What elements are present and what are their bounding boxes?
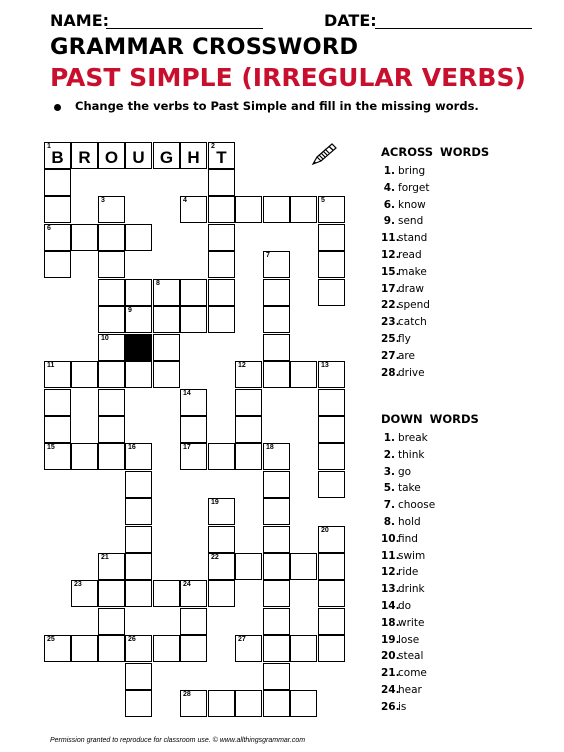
grid-cell[interactable] (125, 279, 152, 306)
list-item: 5. take (383, 482, 421, 495)
pencil-icon (310, 140, 340, 168)
grid-cell[interactable] (98, 608, 125, 635)
footer-permission: Permission granted to reproduce for classroom use. © www.allthingsgrammar.com (50, 737, 306, 744)
grid-cell[interactable] (44, 389, 71, 416)
cell-number: 22 (211, 554, 219, 561)
grid-cell[interactable] (180, 635, 207, 662)
grid-cell[interactable] (208, 526, 235, 553)
cell-number: 11 (47, 362, 55, 369)
grid-cell[interactable] (263, 690, 290, 717)
grid-cell[interactable] (318, 471, 345, 498)
cell-number: 3 (101, 197, 105, 204)
down-list (381, 430, 435, 716)
list-item: 18.write (381, 616, 425, 629)
grid-cell[interactable] (125, 224, 152, 251)
cell-number: 10 (101, 335, 109, 342)
list-item: 26.is (381, 700, 407, 713)
cell-number: 16 (128, 444, 136, 451)
grid-cell[interactable] (263, 334, 290, 361)
grid-cell[interactable] (98, 306, 125, 333)
grid-cell[interactable] (125, 471, 152, 498)
cell-number: 21 (101, 554, 109, 561)
grid-cell[interactable] (208, 196, 235, 223)
cell-number: 2 (211, 143, 215, 150)
grid-cell[interactable] (263, 663, 290, 690)
grid-cell[interactable] (318, 635, 345, 662)
grid-cell[interactable] (153, 580, 180, 607)
grid-cell[interactable] (98, 251, 125, 278)
grid-cell[interactable] (263, 471, 290, 498)
grid-cell[interactable] (263, 608, 290, 635)
grid-cell[interactable] (263, 635, 290, 662)
list-item: 14.do (381, 599, 412, 612)
grid-cell[interactable] (208, 690, 235, 717)
grid-cell[interactable] (208, 169, 235, 196)
list-item: 23.catch (381, 316, 427, 329)
grid-cell[interactable] (98, 389, 125, 416)
grid-cell[interactable] (153, 361, 180, 388)
cell-number: 27 (238, 636, 246, 643)
grid-cell[interactable] (318, 608, 345, 635)
grid-cell[interactable] (235, 389, 262, 416)
list-item: 9. send (383, 215, 424, 228)
page-subtitle: PAST SIMPLE (IRREGULAR VERBS) (50, 63, 526, 92)
grid-cell[interactable] (44, 196, 71, 223)
across-list (381, 163, 430, 381)
grid-cell[interactable] (235, 443, 262, 470)
grid-cell[interactable] (125, 361, 152, 388)
cell-number: 20 (321, 527, 329, 534)
grid-cell[interactable] (71, 224, 98, 251)
cell-number: 6 (47, 225, 51, 232)
grid-cell[interactable] (235, 690, 262, 717)
grid-cell[interactable] (71, 635, 98, 662)
grid-cell[interactable] (318, 580, 345, 607)
grid-letter: B (51, 148, 64, 167)
grid-cell[interactable] (208, 279, 235, 306)
list-item: 17.draw (381, 282, 425, 295)
cell-number: 12 (238, 362, 246, 369)
grid-cell[interactable] (318, 416, 345, 443)
grid-cell[interactable] (263, 361, 290, 388)
list-item: 25.fly (381, 332, 411, 345)
list-item: 22.spend (381, 299, 430, 312)
grid-cell[interactable] (318, 389, 345, 416)
grid-cell[interactable] (153, 635, 180, 662)
cell-number: 17 (183, 444, 191, 451)
black-cell (125, 334, 152, 361)
cell-number: 13 (321, 362, 329, 369)
grid-cell[interactable] (180, 306, 207, 333)
list-item: 15.make (381, 265, 427, 278)
grid-cell[interactable] (235, 196, 262, 223)
grid-cell[interactable] (263, 498, 290, 525)
grid-cell[interactable] (125, 663, 152, 690)
list-item: 28.drive (381, 366, 425, 379)
grid-cell[interactable] (125, 498, 152, 525)
grid-letter: U (132, 148, 145, 167)
cell-number: 8 (156, 280, 160, 287)
grid-cell[interactable] (318, 553, 345, 580)
cell-number: 5 (321, 197, 325, 204)
cell-number: 14 (183, 390, 191, 397)
grid-cell[interactable] (318, 224, 345, 251)
cell-number: 28 (183, 691, 191, 698)
grid-cell[interactable] (98, 580, 125, 607)
list-item: 13.drink (381, 583, 425, 596)
grid-cell[interactable] (235, 553, 262, 580)
date-label: DATE: (324, 11, 377, 30)
cell-number: 18 (266, 444, 274, 451)
grid-cell[interactable] (235, 416, 262, 443)
grid-cell[interactable] (125, 580, 152, 607)
cell-number: 25 (47, 636, 55, 643)
cell-number: 7 (266, 252, 270, 259)
cell-number: 19 (211, 499, 219, 506)
grid-letter: G (159, 148, 174, 167)
grid-cell[interactable] (290, 553, 317, 580)
list-item: 27.are (381, 349, 415, 362)
grid-cell[interactable] (290, 635, 317, 662)
list-item: 8. hold (383, 515, 421, 528)
cell-number: 4 (183, 197, 187, 204)
grid-cell[interactable] (71, 443, 98, 470)
grid-cell[interactable] (44, 251, 71, 278)
grid-cell[interactable] (208, 251, 235, 278)
grid-cell[interactable] (98, 635, 125, 662)
grid-cell[interactable] (208, 443, 235, 470)
grid-letter: R (78, 148, 91, 167)
list-item: 12.ride (381, 566, 419, 579)
grid-cell[interactable] (180, 416, 207, 443)
list-item: 10.find (381, 532, 418, 545)
page-title: GRAMMAR CROSSWORD (50, 34, 359, 60)
list-item: 24.hear (381, 683, 422, 696)
grid-letter: O (104, 148, 119, 167)
list-item: 20.steal (381, 650, 424, 663)
name-label: NAME: (50, 11, 110, 30)
across-heading: ACROSS WORDS (381, 145, 490, 159)
list-item: 21.come (381, 667, 427, 680)
grid-cell[interactable] (98, 224, 125, 251)
grid-cell[interactable] (290, 361, 317, 388)
cell-number: 1 (47, 143, 51, 150)
grid-cell[interactable] (318, 279, 345, 306)
cell-number: 23 (74, 581, 82, 588)
grid-cell[interactable] (153, 306, 180, 333)
grid-cell[interactable] (44, 416, 71, 443)
list-item: 7. choose (383, 499, 436, 512)
list-item: 6. know (383, 198, 426, 211)
grid-cell[interactable] (44, 169, 71, 196)
grid-cell[interactable] (208, 224, 235, 251)
list-item: 1. bring (383, 165, 426, 177)
grid-cell[interactable] (71, 361, 98, 388)
cell-number: 24 (183, 581, 191, 588)
list-item: 1. break (383, 432, 428, 444)
grid-cell[interactable] (125, 526, 152, 553)
grid-cell[interactable] (290, 196, 317, 223)
grid-cell[interactable] (98, 361, 125, 388)
grid-cell[interactable] (318, 251, 345, 278)
down-heading: DOWN WORDS (381, 412, 479, 426)
list-item: 11.stand (381, 232, 428, 245)
list-item: 12.read (381, 248, 422, 261)
grid-letter: T (216, 148, 227, 167)
list-item: 3. go (383, 465, 412, 478)
list-item: 4. forget (383, 181, 430, 194)
grid-cell[interactable] (125, 553, 152, 580)
cell-number: 26 (128, 636, 136, 643)
grid-cell[interactable] (263, 580, 290, 607)
grid-cell[interactable] (263, 279, 290, 306)
cell-number: 15 (47, 444, 55, 451)
grid-cell[interactable] (98, 443, 125, 470)
grid-cell[interactable] (263, 306, 290, 333)
grid-cell[interactable] (263, 553, 290, 580)
grid-cell[interactable] (98, 279, 125, 306)
grid-cell[interactable] (180, 279, 207, 306)
grid-cell[interactable] (208, 580, 235, 607)
grid-cell[interactable] (208, 306, 235, 333)
list-item: 11.swim (381, 549, 426, 562)
grid-cell[interactable] (263, 196, 290, 223)
grid-cell[interactable] (125, 690, 152, 717)
grid-letter: H (187, 148, 200, 167)
grid-cell[interactable] (290, 690, 317, 717)
grid-cell[interactable] (318, 443, 345, 470)
grid-cell[interactable] (180, 608, 207, 635)
grid-cell[interactable] (263, 526, 290, 553)
instruction-text: Change the verbs to Past Simple and fill in the missing words. (75, 99, 479, 113)
grid-cell[interactable] (98, 416, 125, 443)
list-item: 2. think (383, 448, 425, 461)
grid-cell[interactable] (153, 334, 180, 361)
list-item: 19.lose (381, 633, 420, 646)
cell-number: 9 (128, 307, 132, 314)
